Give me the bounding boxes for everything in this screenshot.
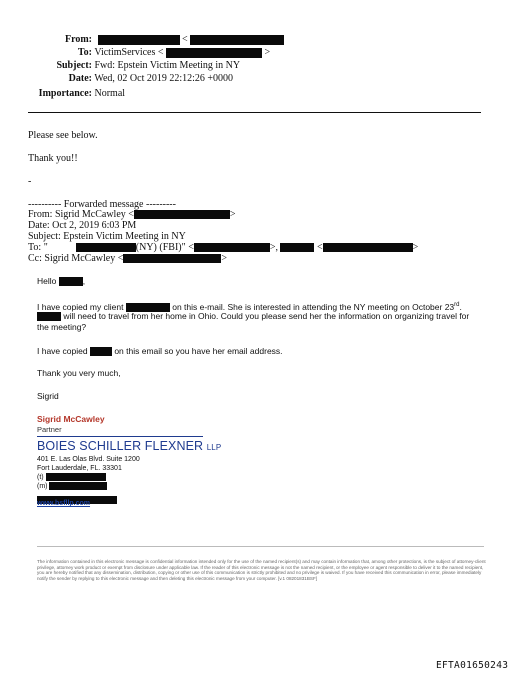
msg-p3: Thank you very much, xyxy=(37,368,121,378)
fwd-from: From: Sigrid McCawley < > xyxy=(28,209,236,220)
sig-addr1: 401 E. Las Olas Blvd. Suite 1200 xyxy=(37,456,140,463)
disclaimer: The information contained in this electronic message is confidential information intended only for the use of the named recipient(s) and may contain information that, among other protections, is the subject of attorney-client privilege, attorney work product or exempt from disclosure under applicable law. If the reader of this electronic message is not the named recipient, or the employee or agent responsible to deliver it to the named recipient, you are hereby notified that any dissemination, distribution, copying or other use of this communication is strictly prohibited and no privilege is waived. If you have received this communication in error, please immediately notify the sender by replying to this electronic message and then deleting this electronic message from your computer. [v.1 08201831BSF] xyxy=(37,559,486,581)
firm-logo-text: BOIES SCHILLER FLEXNER LLP xyxy=(37,439,222,453)
redaction xyxy=(90,347,112,356)
sig-title: Partner xyxy=(37,425,62,434)
fwd-to: To: " (NY) (FBI)" < >, < > xyxy=(28,242,419,253)
website-link[interactable]: www.bsfllp.com xyxy=(37,500,91,507)
to-label: To: xyxy=(77,47,92,58)
to-close: > xyxy=(264,47,271,58)
redaction xyxy=(123,254,221,263)
subject-value: Fwd: Epstein Victim Meeting in NY xyxy=(94,60,241,71)
msg-hello: Hello , xyxy=(37,276,86,286)
date-value: Wed, 02 Oct 2019 22:12:26 +0000 xyxy=(94,73,234,84)
msg-p4: Sigrid xyxy=(37,391,59,401)
sig-phone-t: (t) xyxy=(37,473,106,482)
redaction xyxy=(166,48,262,58)
footer-id: EFTA01650243 xyxy=(436,660,509,671)
body-line-1: Please see below. xyxy=(28,130,98,141)
subject-row xyxy=(26,60,240,72)
date-row xyxy=(26,73,233,85)
redaction xyxy=(46,473,106,481)
msg-p2: I have copied on this email so you have her email address. xyxy=(37,346,283,356)
redaction xyxy=(98,35,180,45)
body-line-3: - xyxy=(28,176,32,187)
msg-p1-line3: the meeting? xyxy=(37,322,87,332)
from-row: From: < xyxy=(26,34,284,46)
redaction xyxy=(59,277,83,286)
redaction xyxy=(37,312,61,321)
sig-addr2: Fort Lauderdale, FL. 33301 xyxy=(37,465,122,472)
redaction xyxy=(190,35,284,45)
to-row xyxy=(26,47,270,59)
date-label: Date: xyxy=(68,73,92,84)
from-label: From: xyxy=(64,34,92,45)
subject-label: Subject: xyxy=(56,60,92,71)
fwd-cc: Cc: Sigrid McCawley < > xyxy=(28,253,227,264)
fwd-date: Date: Oct 2, 2019 6:03 PM xyxy=(28,220,137,231)
forwarded-divider: ---------- Forwarded message --------- xyxy=(28,199,176,210)
redaction xyxy=(323,243,413,252)
importance-row xyxy=(26,88,125,100)
sig-rule xyxy=(37,436,203,437)
msg-p1-line2: will need to travel from her home in Ohio. Could you please send her the information on organizing travel for xyxy=(37,311,469,322)
to-value: VictimServices < xyxy=(94,47,164,58)
sig-name: Sigrid McCawley xyxy=(37,414,105,424)
fwd-subject: Subject: Epstein Victim Meeting in NY xyxy=(28,231,186,242)
header-divider xyxy=(28,112,481,113)
disclaimer-rule xyxy=(37,546,484,547)
redaction xyxy=(49,482,107,490)
redaction xyxy=(280,243,314,252)
redaction xyxy=(194,243,270,252)
redaction xyxy=(76,243,136,252)
sig-phone-m: (m) xyxy=(37,482,107,491)
importance-label: Importance: xyxy=(38,88,92,99)
msg-p1-line1: I have copied my client on this e-mail. She is interested in attending the NY meeting on October 23rd. xyxy=(37,301,462,312)
body-line-2: Thank you!! xyxy=(28,153,78,164)
redaction xyxy=(134,210,230,219)
importance-value: Normal xyxy=(94,88,126,99)
